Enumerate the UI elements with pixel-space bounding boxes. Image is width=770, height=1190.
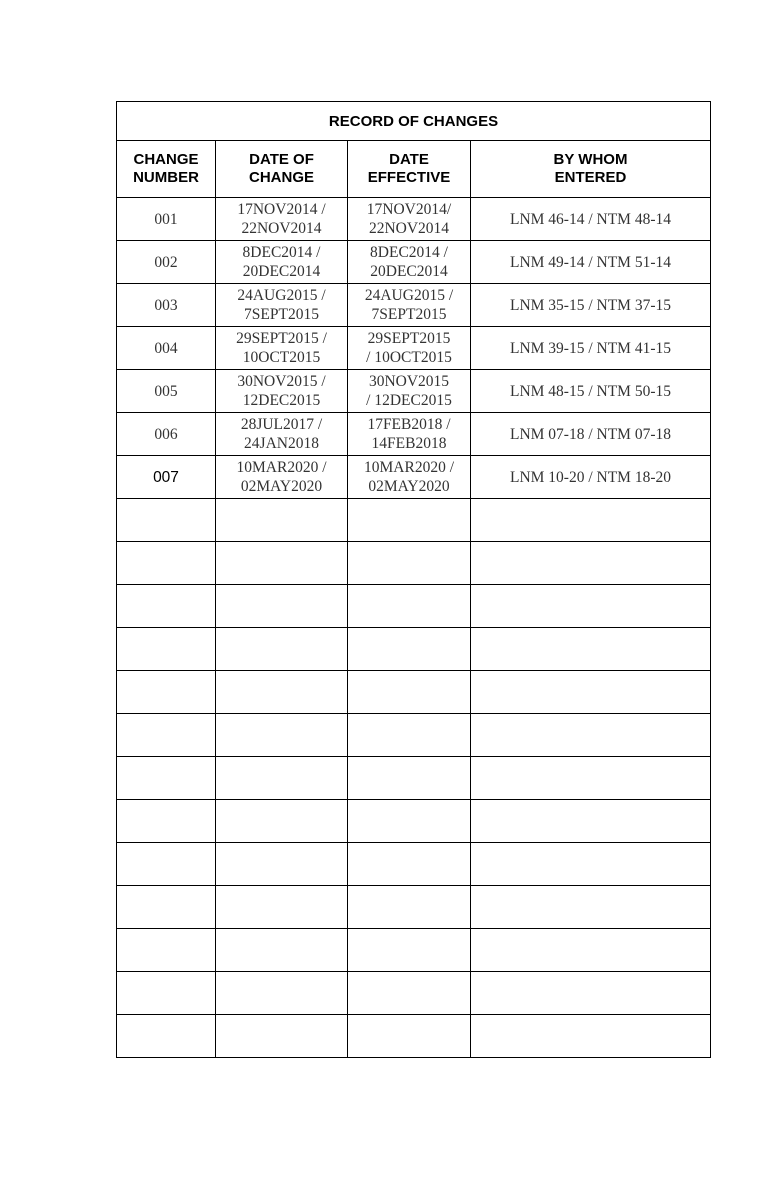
- blank-table-row: [117, 929, 711, 972]
- cell-by-whom-entered: LNM 07-18 / NTM 07-18: [471, 413, 711, 456]
- cell-change-number: 001: [117, 198, 216, 241]
- cell-date-of-change: [216, 241, 348, 284]
- cell-change-number: 007: [117, 456, 216, 499]
- header-date-of-change: [216, 141, 348, 198]
- cell-text-line: 20DEC2014: [370, 263, 448, 280]
- cell-text-line: 22NOV2014: [368, 220, 450, 237]
- blank-cell: [117, 843, 216, 886]
- header-text-line: DATE OF: [249, 151, 314, 168]
- cell-text-line: / 10OCT2015: [366, 349, 452, 366]
- cell-text-line: 24AUG2015 /: [237, 287, 326, 304]
- header-text-line: ENTERED: [554, 169, 627, 186]
- cell-date-of-change: [216, 413, 348, 456]
- cell-text-line: 10OCT2015: [242, 349, 321, 366]
- blank-cell: [348, 972, 471, 1015]
- blank-cell: [348, 585, 471, 628]
- blank-cell: [216, 929, 348, 972]
- blank-cell: [471, 972, 711, 1015]
- record-of-changes-table: [116, 101, 711, 1058]
- cell-text-line: 24AUG2015 /: [364, 287, 454, 304]
- blank-cell: [216, 1015, 348, 1058]
- blank-cell: [348, 499, 471, 542]
- blank-cell: [216, 499, 348, 542]
- blank-cell: [471, 628, 711, 671]
- cell-text-line: 29SEPT2015: [367, 330, 451, 347]
- cell-text-line: 17NOV2014/: [366, 201, 452, 218]
- table-row: [117, 413, 711, 456]
- blank-cell: [216, 972, 348, 1015]
- blank-cell: [471, 800, 711, 843]
- blank-cell: [216, 585, 348, 628]
- blank-cell: [216, 714, 348, 757]
- blank-cell: [348, 886, 471, 929]
- blank-cell: [471, 843, 711, 886]
- cell-text-line: 7SEPT2015: [244, 306, 319, 323]
- table-row: [117, 241, 711, 284]
- header-text-line: DATE: [389, 151, 429, 168]
- table-row: [117, 327, 711, 370]
- table-title: RECORD OF CHANGES: [117, 102, 711, 141]
- cell-date-effective: [348, 370, 471, 413]
- blank-cell: [117, 499, 216, 542]
- cell-text-line: 8DEC2014 /: [370, 244, 448, 261]
- blank-cell: [216, 628, 348, 671]
- header-row: [117, 141, 711, 198]
- blank-cell: [471, 929, 711, 972]
- blank-cell: [117, 671, 216, 714]
- blank-cell: [348, 671, 471, 714]
- cell-change-number: 006: [117, 413, 216, 456]
- cell-date-effective: [348, 284, 471, 327]
- cell-date-effective: [348, 413, 471, 456]
- blank-cell: [216, 671, 348, 714]
- cell-text-line: 17FEB2018 /: [367, 416, 451, 433]
- blank-cell: [117, 800, 216, 843]
- cell-text-line: 10MAR2020 /: [364, 459, 454, 476]
- header-by-whom-entered: [471, 141, 711, 198]
- blank-cell: [117, 757, 216, 800]
- cell-by-whom-entered: LNM 49-14 / NTM 51-14: [471, 241, 711, 284]
- header-date-effective: [348, 141, 471, 198]
- table-row: [117, 370, 711, 413]
- cell-text-line: 30NOV2015 /: [237, 373, 326, 390]
- cell-by-whom-entered: LNM 46-14 / NTM 48-14: [471, 198, 711, 241]
- blank-cell: [216, 886, 348, 929]
- blank-cell: [216, 542, 348, 585]
- blank-cell: [348, 800, 471, 843]
- blank-cell: [348, 843, 471, 886]
- header-text-line: BY WHOM: [553, 151, 628, 168]
- blank-cell: [471, 671, 711, 714]
- cell-text-line: 30NOV2015: [368, 373, 450, 390]
- blank-cell: [117, 972, 216, 1015]
- cell-date-effective: [348, 241, 471, 284]
- header-text-line: CHANGE: [133, 151, 199, 168]
- blank-table-row: [117, 499, 711, 542]
- cell-text-line: 7SEPT2015: [371, 306, 447, 323]
- cell-text-line: 20DEC2014: [242, 263, 321, 280]
- cell-by-whom-entered: LNM 48-15 / NTM 50-15: [471, 370, 711, 413]
- blank-table-row: [117, 542, 711, 585]
- blank-cell: [471, 499, 711, 542]
- cell-text-line: 10MAR2020 /: [236, 459, 327, 476]
- cell-text-line: 22NOV2014: [241, 220, 322, 237]
- cell-text-line: 8DEC2014 /: [242, 244, 321, 261]
- blank-table-row: [117, 714, 711, 757]
- table-row: [117, 284, 711, 327]
- blank-cell: [471, 542, 711, 585]
- blank-cell: [117, 714, 216, 757]
- cell-date-effective: [348, 456, 471, 499]
- header-text-line: NUMBER: [133, 169, 199, 186]
- blank-cell: [117, 585, 216, 628]
- blank-cell: [117, 1015, 216, 1058]
- blank-cell: [117, 542, 216, 585]
- blank-cell: [216, 800, 348, 843]
- title-row: [117, 102, 711, 141]
- cell-change-number: 003: [117, 284, 216, 327]
- cell-change-number: 004: [117, 327, 216, 370]
- cell-text-line: / 12DEC2015: [366, 392, 452, 409]
- cell-date-effective: [348, 327, 471, 370]
- blank-table-row: [117, 628, 711, 671]
- blank-table-row: [117, 972, 711, 1015]
- blank-cell: [348, 1015, 471, 1058]
- blank-cell: [117, 628, 216, 671]
- cell-change-number: 005: [117, 370, 216, 413]
- blank-cell: [471, 714, 711, 757]
- header-text-line: CHANGE: [248, 169, 314, 186]
- blank-cell: [471, 1015, 711, 1058]
- blank-cell: [216, 757, 348, 800]
- cell-date-of-change: [216, 284, 348, 327]
- blank-table-row: [117, 886, 711, 929]
- blank-table-row: [117, 843, 711, 886]
- blank-table-row: [117, 671, 711, 714]
- cell-text-line: 12DEC2015: [242, 392, 321, 409]
- cell-text-line: 02MAY2020: [240, 478, 323, 495]
- cell-text-line: 24JAN2018: [244, 435, 319, 452]
- cell-text-line: 14FEB2018: [371, 435, 447, 452]
- table-row: [117, 198, 711, 241]
- cell-text-line: 29SEPT2015 /: [236, 330, 327, 347]
- blank-cell: [117, 929, 216, 972]
- blank-cell: [471, 585, 711, 628]
- cell-change-number: 002: [117, 241, 216, 284]
- cell-text-line: 02MAY2020: [368, 478, 450, 495]
- cell-date-of-change: [216, 327, 348, 370]
- header-text-line: EFFECTIVE: [367, 169, 451, 186]
- blank-table-row: [117, 757, 711, 800]
- header-change-number: [117, 141, 216, 198]
- blank-cell: [471, 886, 711, 929]
- blank-cell: [471, 757, 711, 800]
- cell-by-whom-entered: LNM 39-15 / NTM 41-15: [471, 327, 711, 370]
- cell-text-line: 17NOV2014 /: [237, 201, 326, 218]
- blank-table-row: [117, 800, 711, 843]
- cell-date-of-change: [216, 198, 348, 241]
- blank-cell: [216, 843, 348, 886]
- blank-cell: [348, 929, 471, 972]
- blank-cell: [348, 714, 471, 757]
- cell-date-of-change: [216, 456, 348, 499]
- record-of-changes-table-wrap: [116, 101, 710, 1058]
- cell-by-whom-entered: LNM 10-20 / NTM 18-20: [471, 456, 711, 499]
- blank-cell: [348, 628, 471, 671]
- blank-cell: [348, 542, 471, 585]
- cell-date-of-change: [216, 370, 348, 413]
- cell-by-whom-entered: LNM 35-15 / NTM 37-15: [471, 284, 711, 327]
- blank-cell: [348, 757, 471, 800]
- blank-table-row: [117, 585, 711, 628]
- table-row: [117, 456, 711, 499]
- blank-table-row: [117, 1015, 711, 1058]
- blank-cell: [117, 886, 216, 929]
- cell-text-line: 28JUL2017 /: [240, 416, 323, 433]
- cell-date-effective: [348, 198, 471, 241]
